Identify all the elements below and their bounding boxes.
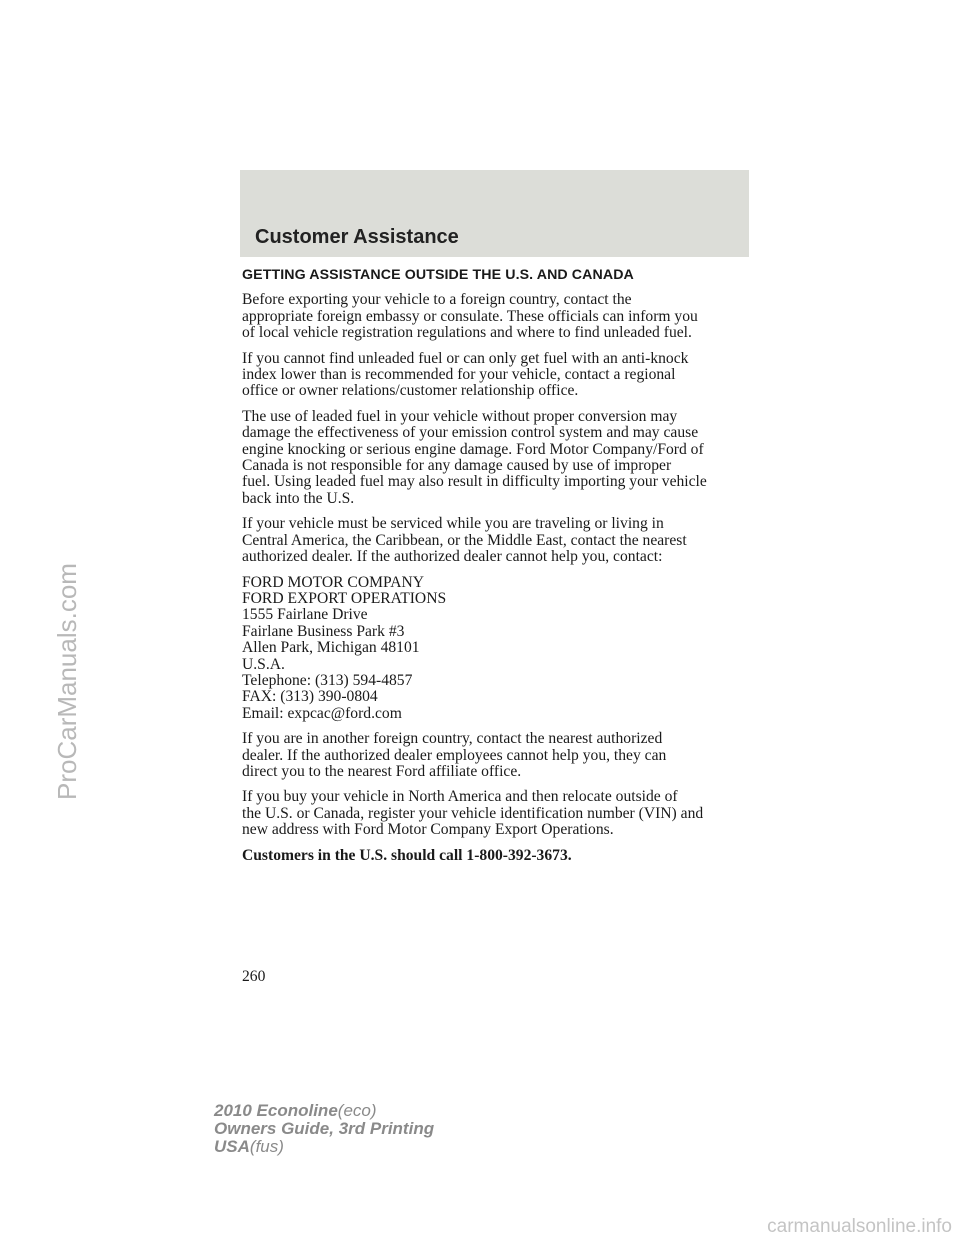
telephone-line: Telephone: (313) 594-4857	[242, 671, 413, 689]
paragraph-line: appropriate foreign embassy or consulate. These officials can inform you	[242, 307, 698, 325]
paragraph-line: fuel. Using leaded fuel may also result in difficulty importing your vehicle	[242, 473, 707, 491]
paragraph-servicing	[242, 516, 754, 565]
page-number: 260	[242, 968, 266, 985]
address-line: Fairlane Business Park #3	[242, 622, 405, 640]
address-line: Allen Park, Michigan 48101	[242, 639, 420, 657]
paragraph-line: authorized dealer. If the authorized dealer cannot help you, contact:	[242, 548, 663, 566]
paragraph-other-country	[242, 731, 754, 780]
content-heading: GETTING ASSISTANCE OUTSIDE THE U.S. AND CANADA	[242, 267, 634, 283]
email-line: Email: expcac@ford.com	[242, 704, 402, 722]
paragraph-line: index lower than is recommended for your vehicle, contact a regional	[242, 366, 676, 384]
us-customers-phone-note: Customers in the U.S. should call 1-800-392-3673.	[242, 846, 572, 864]
footer-market: USA	[214, 1137, 250, 1156]
contact-address-block	[242, 575, 754, 723]
paragraph-line: The use of leaded fuel in your vehicle without proper conversion may	[242, 407, 678, 425]
paragraph-line: engine knocking or serious engine damage. Ford Motor Company/Ford of	[242, 440, 704, 458]
watermark-left: ProCarManuals.com	[52, 563, 82, 800]
paragraph-line: Before exporting your vehicle to a foreign country, contact the	[242, 291, 632, 309]
paragraph-line: Canada is not responsible for any damage caused by use of improper	[242, 457, 672, 475]
footer-model: 2010 Econoline	[214, 1101, 338, 1120]
paragraph-line: new address with Ford Motor Company Export Operations.	[242, 821, 614, 839]
paragraph-line: If you are in another foreign country, contact the nearest authorized	[242, 730, 663, 748]
paragraph-line: Central America, the Caribbean, or the Middle East, contact the nearest	[242, 531, 687, 549]
address-line: FORD EXPORT OPERATIONS	[242, 589, 447, 607]
paragraph-line: direct you to the nearest Ford affiliate office.	[242, 762, 522, 780]
page-content	[242, 267, 754, 873]
section-title: Customer Assistance	[255, 226, 459, 248]
watermark-bottom: carmanualsonline.info	[767, 1216, 952, 1237]
footer-model-code: (eco)	[337, 1101, 377, 1120]
paragraph-line: of local vehicle registration regulations and where to find unleaded fuel.	[242, 324, 692, 342]
address-line: 1555 Fairlane Drive	[242, 606, 368, 624]
paragraph-line: office or owner relations/customer relationship office.	[242, 382, 579, 400]
address-line: U.S.A.	[242, 655, 285, 673]
document-footer	[214, 1102, 434, 1156]
footer-market-code: (fus)	[249, 1137, 284, 1156]
paragraph-line: If you cannot find unleaded fuel or can only get fuel with an anti-knock	[242, 349, 689, 367]
footer-printing: Owners Guide, 3rd Printing	[214, 1119, 435, 1138]
paragraph-relocate	[242, 789, 754, 838]
paragraph-leaded-fuel	[242, 409, 754, 507]
paragraph-line: damage the effectiveness of your emission control system and may cause	[242, 424, 699, 442]
paragraph-line: If you buy your vehicle in North America and then relocate outside of	[242, 788, 678, 806]
paragraph-unleaded-fuel	[242, 351, 754, 400]
fax-line: FAX: (313) 390-0804	[242, 688, 378, 706]
address-line: FORD MOTOR COMPANY	[242, 573, 424, 591]
paragraph-line: the U.S. or Canada, register your vehicle identification number (VIN) and	[242, 804, 704, 822]
paragraph-line: If your vehicle must be serviced while you are traveling or living in	[242, 515, 664, 533]
paragraph-line: back into the U.S.	[242, 489, 355, 507]
paragraph-line: dealer. If the authorized dealer employees cannot help you, they can	[242, 746, 667, 764]
paragraph-export	[242, 292, 754, 341]
